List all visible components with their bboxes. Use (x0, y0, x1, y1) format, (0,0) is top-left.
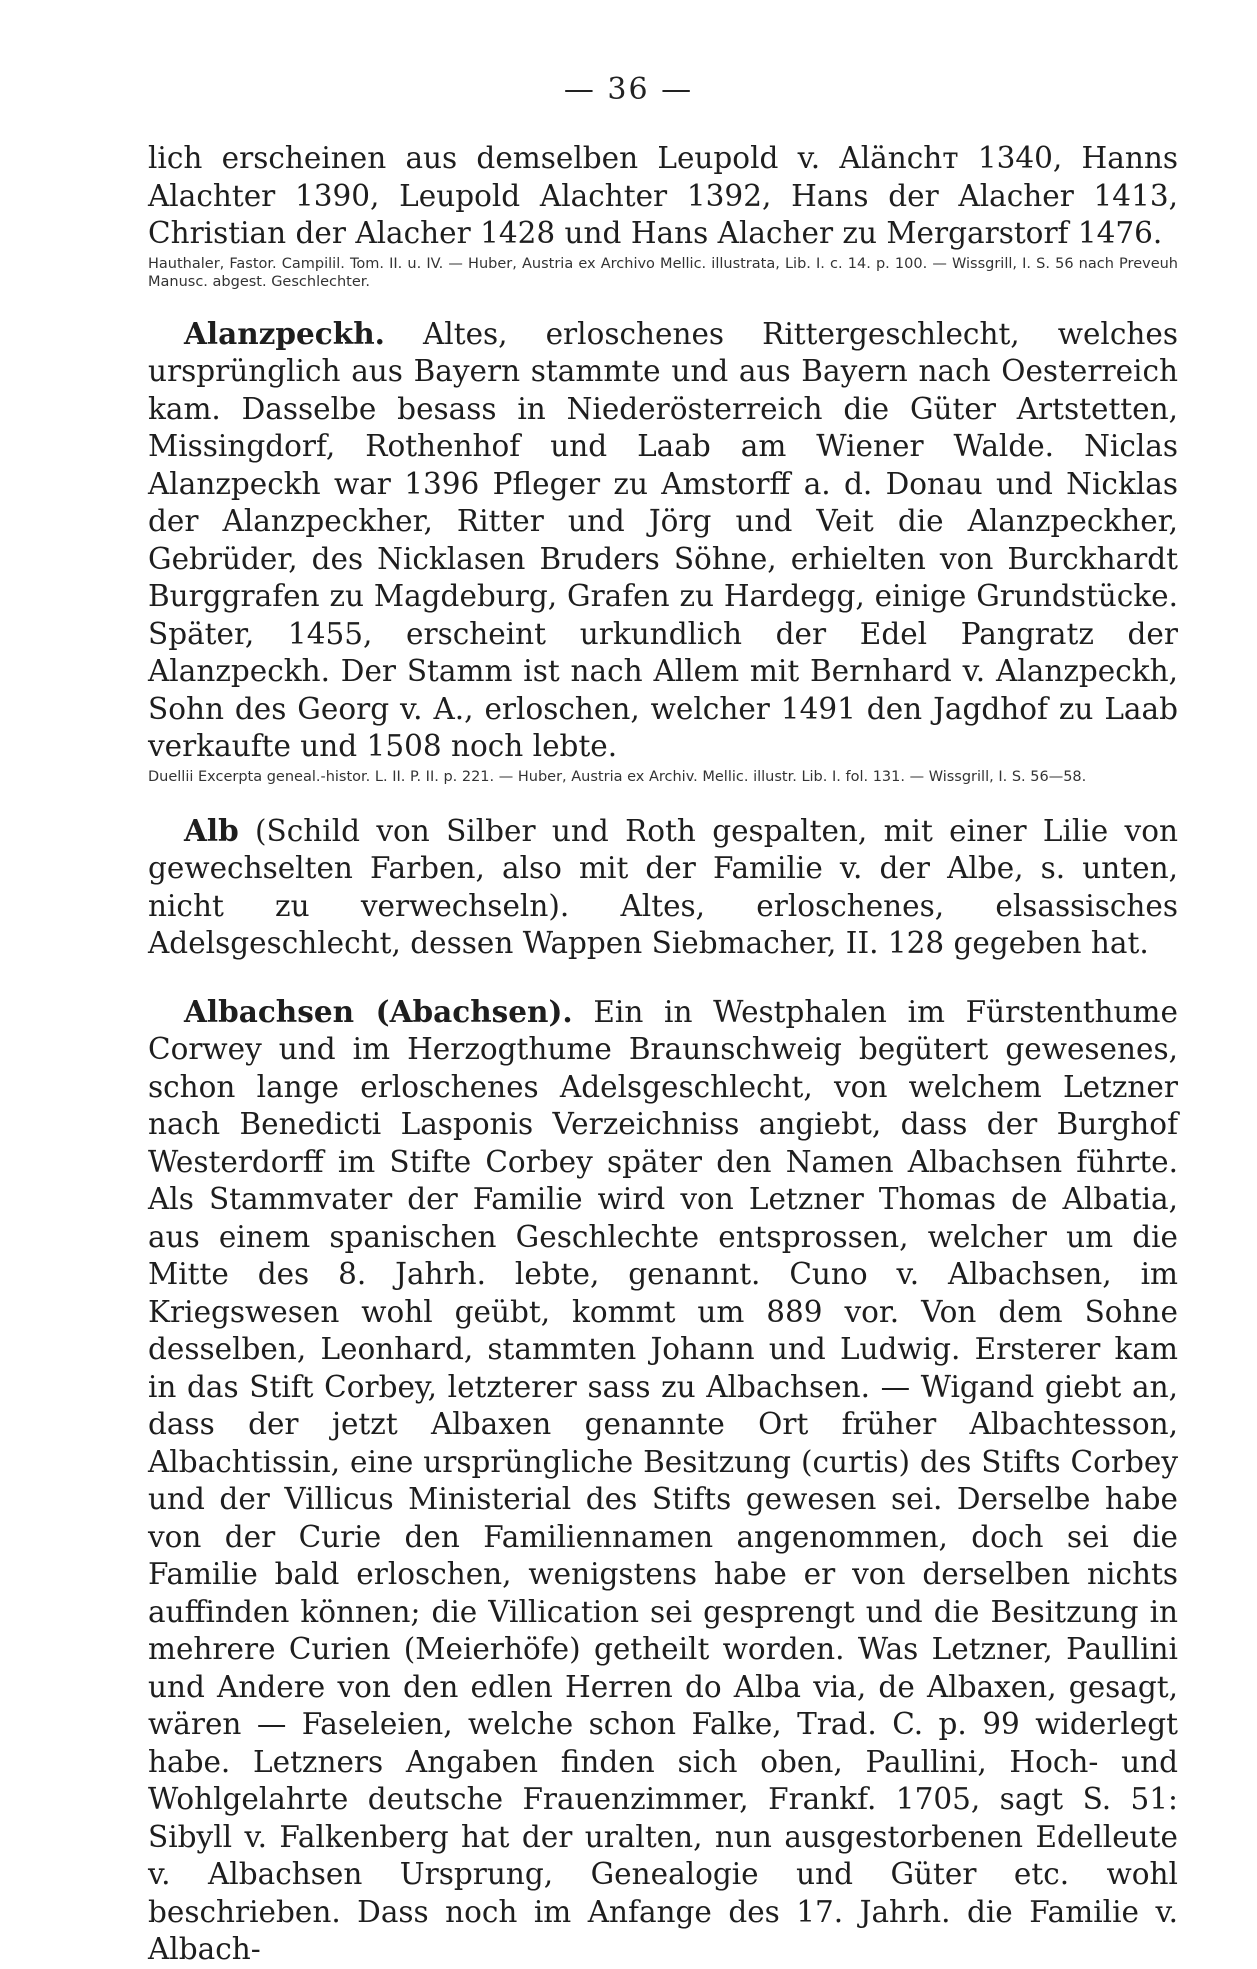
text-body (148, 140, 1178, 1969)
page-number: — 36 — (563, 72, 694, 107)
entry-albachsen (148, 993, 1178, 1969)
entry-albachsen-text: Ein in Westphalen im Fürstenthume Corwey und im Herzogthume Braunschweig begütert gewesenes, schon lange erloschenes Adelsgeschlecht, von welchem Letzner nach Benedicti Lasponis Verzeichniss angiebt, dass der Burghof Westerdorff im Stifte Corbey später den Namen Albachsen führte. Als Stammvater der Familie wird von Letzner Thomas de Albatia, aus einem spanischen Geschlechte entsprossen, welcher um die Mitte des 8. Jahrh. lebte, genannt. Cuno v. Albachsen, im Kriegswesen wohl geübt, kommt um 889 vor. Von dem Sohne desselben, Leonhard, stammten Johann und Ludwig. Ersterer kam in das Stift Corbey, letzterer sass zu Albachsen. — Wigand giebt an, dass der jetzt Albaxen genannte Ort früher Albachtesson, Albachtissin, eine ursprüngliche Besitzung (curtis) des Stifts Corbey und der Villicus Ministerial des Stifts gewesen sei. Derselbe habe von der Curie den Familiennamen angenommen, doch sei die Familie bald erloschen, wenigstens habe er von derselben nichts auffinden können; die Villication sei gesprengt und die Besitzung in mehrere Curien (Meierhöfe) getheilt worden. Was Letzner, Paullini und Andere von den edlen Herren do Alba via, de Albaxen, gesagt, wären — Faseleien, welche schon Falke, Trad. C. p. 99 widerlegt habe. Letzners Angaben finden sich oben, Paullini, Hoch- und Wohlgelahrte deutsche Frauenzimmer, Frankf. 1705, sagt S. 51: Sibyll v. Falkenberg hat der uralten, nun ausgestorbenen Edelleute v. Albachsen Ursprung, Genealogie und Güter etc. wohl beschrieben. Dass noch im Anfange des 17. Jahrh. die Familie v. Albach- (148, 994, 1178, 1966)
paragraph-continuation: lich erscheinen aus demselben Leupold v. Alänchт 1340, Hanns Alachter 1390, Leupold Alachter 1392, Hans der Alacher 1413, Christian der Alacher 1428 und Hans Alacher zu Mergarstorf 1476. (148, 141, 1178, 250)
entry-alanzpeckh-text: Altes, erloschenes Rittergeschlecht, welches ursprünglich aus Bayern stammte und aus Bayern nach Oesterreich kam. Dasselbe besass in Niederösterreich die Güter Artstetten, Missingdorf, Rothenhof und Laab am Wiener Walde. Niclas Alanzpeckh war 1396 Pfleger zu Amstorff a. d. Donau und Nicklas der Alanzpeckher, Ritter und Jörg und Veit die Alanzpeckher, Gebrüder, des Nicklasen Bruders Söhne, erhielten von Burckhardt Burggrafen zu Magdeburg, Grafen zu Hardegg, einige Grundstücke. Später, 1455, erscheint urkundlich der Edel Pangratz der Alanzpeckh. Der Stamm ist nach Allem mit Bernhard v. Alanzpeckh, Sohn des Georg v. A., erloschen, welcher 1491 den Jagdhof zu Laab verkaufte und 1508 noch lebte. (148, 316, 1178, 763)
entry-alb (148, 812, 1178, 963)
entry-alanzpeckh (148, 315, 1178, 766)
lemma-alanzpeckh: Alanzpeckh. (184, 315, 385, 351)
source-note-2: Duellii Excerpta geneal.-histor. L. II. P. II. p. 221. — Huber, Austria ex Archiv. Mellic. illustr. Lib. I. fol. 131. — Wissgrill, I. S. 56—58. (148, 768, 1087, 785)
entry-alb-text: (Schild von Silber und Roth gespalten, mit einer Lilie von gewechselten Farben, also mit der Familie v. der Albe, s. unten, nicht zu verwechseln). Altes, erloschenes, elsassisches Adelsgeschlecht, dessen Wappen Siebmacher, II. 128 gegeben hat. (148, 813, 1178, 960)
source-note-1: Hauthaler, Fastor. Campilil. Tom. II. u. IV. — Huber, Austria ex Archivo Mellic. illustrata, Lib. I. c. 14. p. 100. — Wissgrill, I. S. 56 nach Preveuh Manusc. abgest. Geschlechter. (148, 255, 1178, 290)
lemma-albachsen: Albachsen (Abachsen). (184, 993, 573, 1029)
lemma-alb: Alb (184, 812, 239, 848)
